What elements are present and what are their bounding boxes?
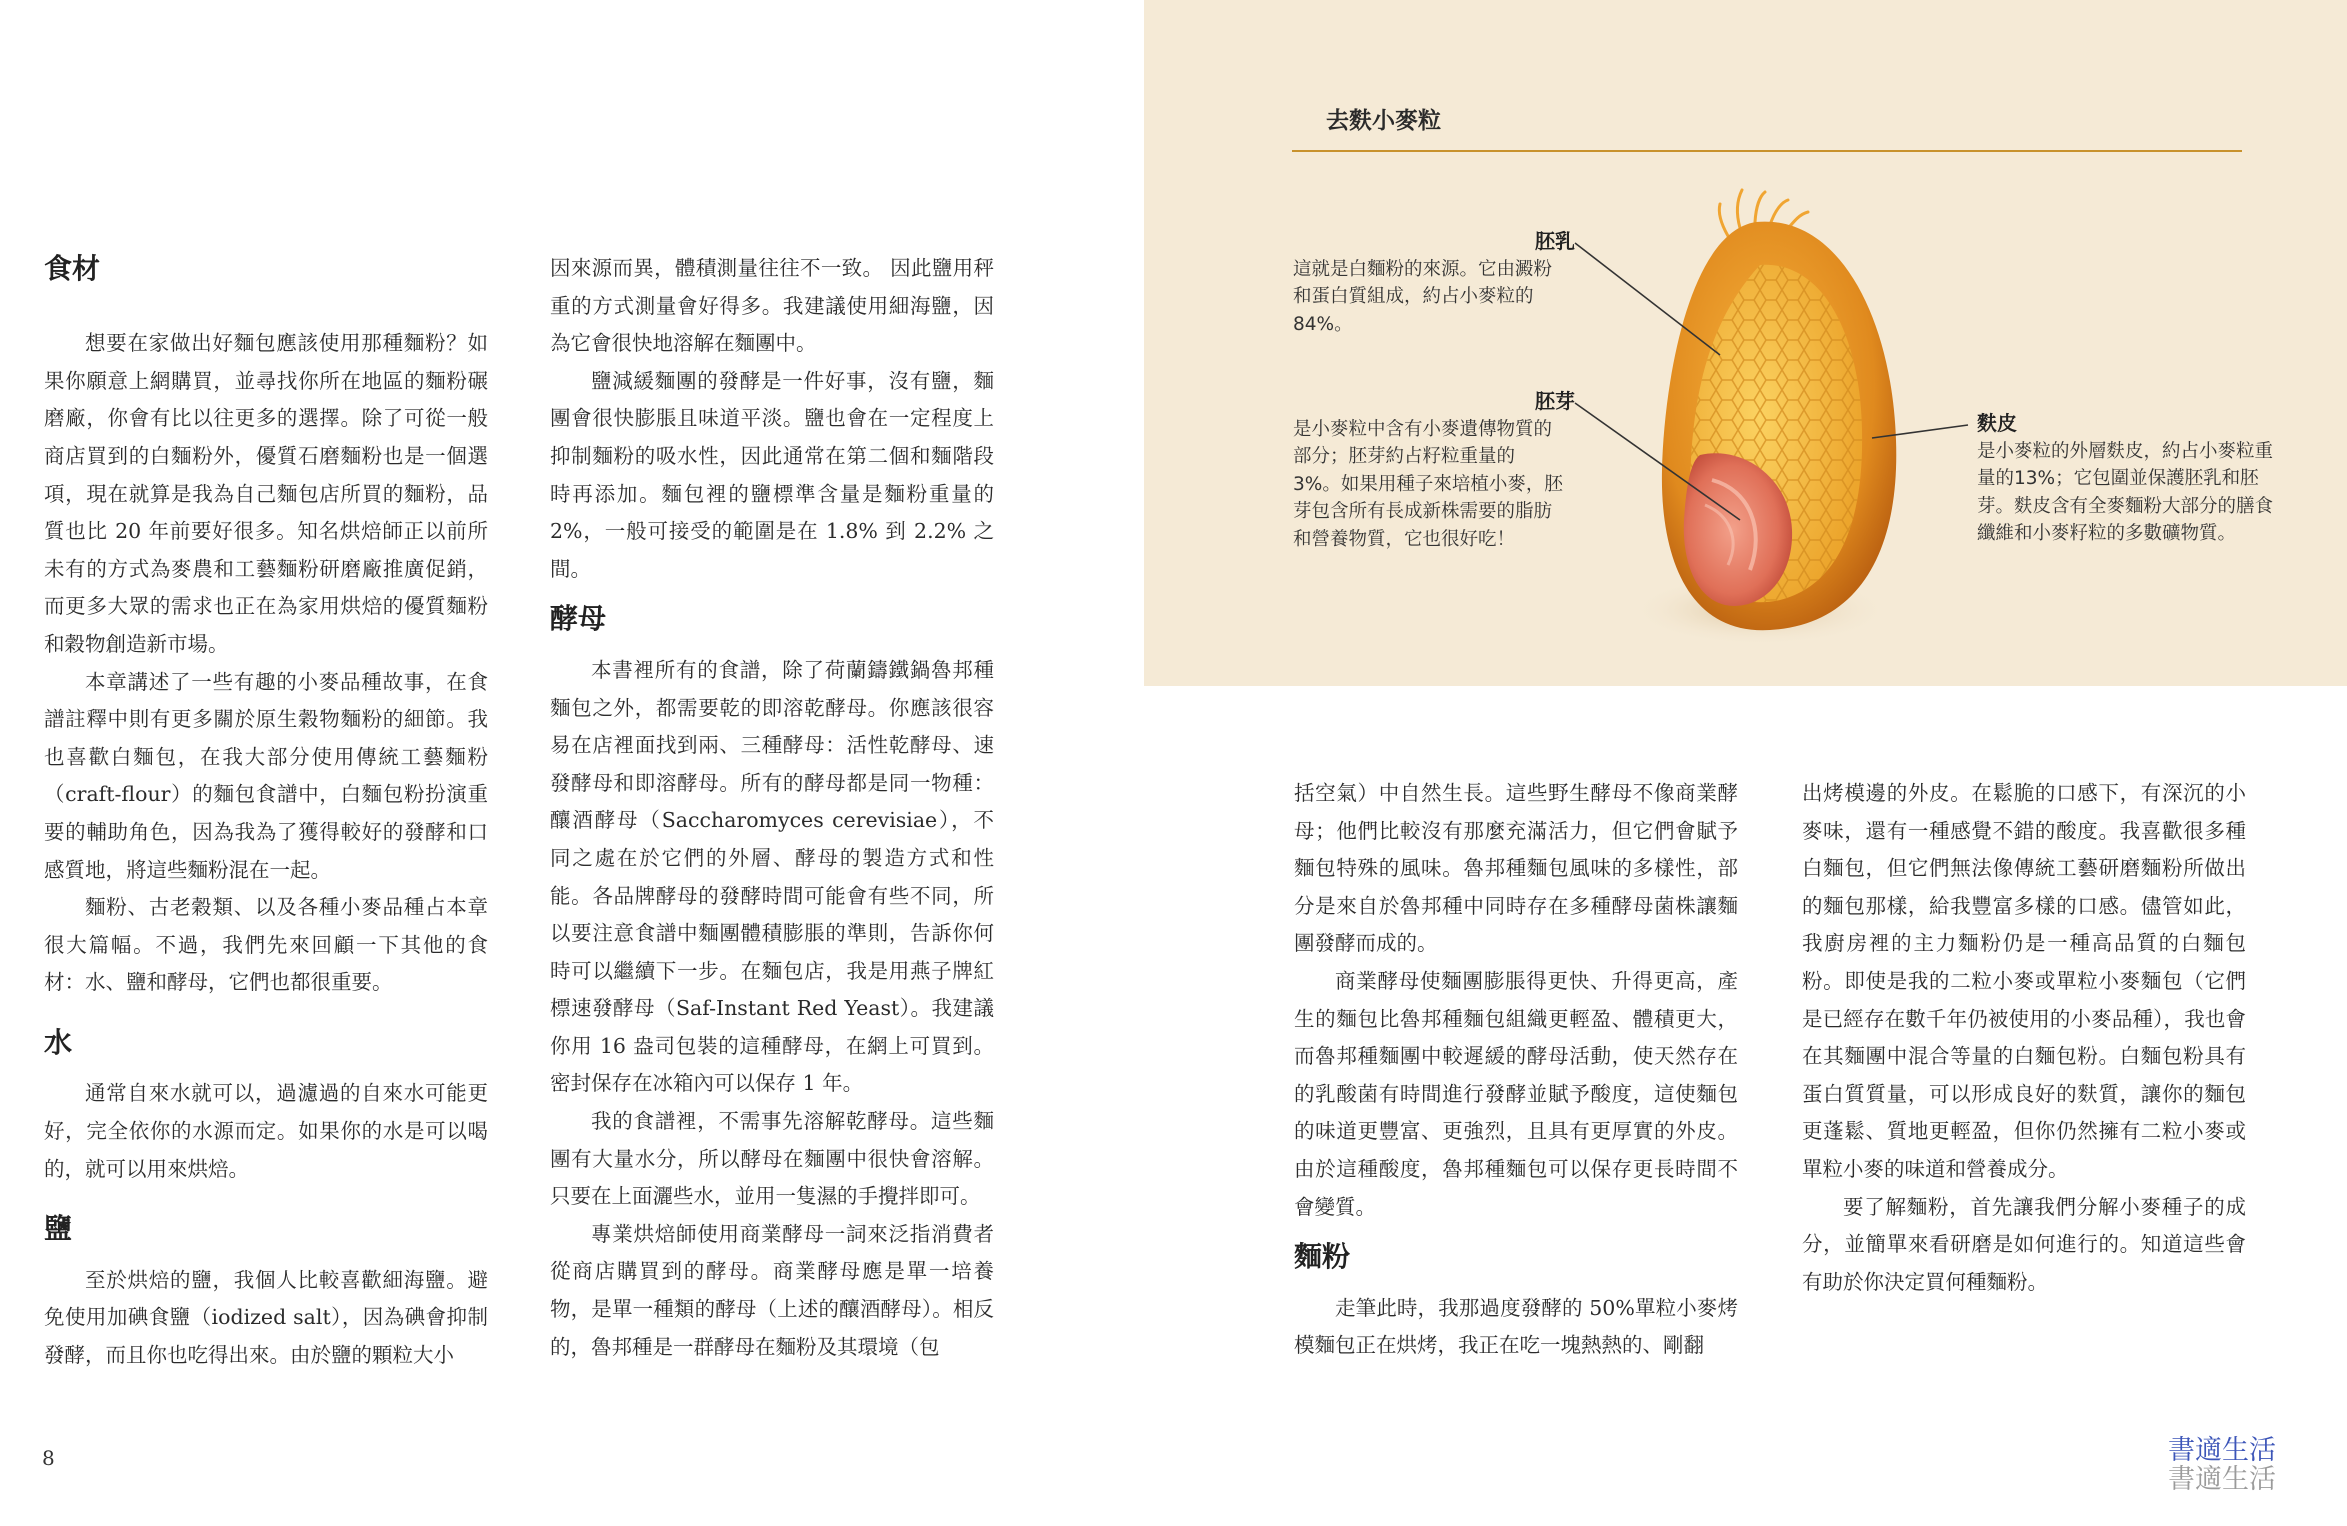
- heading-ingredients: 食材: [44, 252, 101, 285]
- callout-germ: [1293, 388, 1575, 553]
- diagram-title: 去麩小麥粒: [1326, 108, 1441, 134]
- heading-flour: 麵粉: [1294, 1240, 1351, 1274]
- heading-yeast: 酵母: [550, 602, 607, 636]
- watermark: [2168, 1436, 2276, 1494]
- paragraph: 至於烘焙的鹽，我個人比較喜歡細海鹽。避免使用加碘食鹽（iodized salt），因為碘會抑制發酵，而且你也吃得出來。由於鹽的顆粒大小: [44, 1267, 488, 1368]
- paragraph: 我的食譜裡，不需事先溶解乾酵母。這些麵團有大量水分，所以酵母在麵團中很快會溶解。只要在上面灑些水，並用一隻濕的手攪拌即可。: [550, 1109, 994, 1209]
- callout-endosperm-text: 這就是白麵粉的來源。它由澱粉和蛋白質組成，約占小麥粒的 84%。: [1293, 258, 1553, 335]
- callout-bran-title: 麩皮: [1977, 411, 2017, 435]
- paragraph: 走筆此時，我那過度發酵的 50%單粒小麥烤模麵包正在烘烤，我正在吃一塊熱熱的、剛翻: [1294, 1295, 1738, 1358]
- callout-endosperm: [1293, 228, 1575, 338]
- paragraph: 出烤模邊的外皮。在鬆脆的口感下，有深沉的小麥味，還有一種感覺不錯的酸度。我喜歡很多種白麵包，但它們無法像傳統工藝研磨麵粉所做出的麵包那樣，給我豐富多樣的口感。儘管如此，我廚房裡的主力麵粉仍是一種高品質的白麵包粉。即使是我的二粒小麥或單粒小麥麵包（它們是已經存在數千年仍被使用的小麥品種），我也會在其麵團中混合等量的白麵包粉。白麵包粉具有蛋白質質量，可以形成良好的麩質，讓你的麵包更蓬鬆、質地更輕盈，但你仍然擁有二粒小麥或單粒小麥的味道和營養成分。: [1802, 781, 2246, 1181]
- text-column-3: [1294, 775, 1738, 1365]
- paragraph: 通常自來水就可以，過濾過的自來水可能更好，完全依你的水源而定。如果你的水是可以喝的，就可以用來烘焙。: [44, 1081, 488, 1181]
- page-number: 8: [42, 1446, 55, 1470]
- callout-endosperm-title: 胚乳: [1535, 229, 1575, 253]
- callout-bran: [1977, 410, 2277, 548]
- paragraph: 專業烘焙師使用商業酵母一詞來泛指消費者從商店購買到的酵母。商業酵母應是單一培養物，是單一種類的酵母（上述的釀酒酵母）。相反的，魯邦種是一群酵母在麵粉及其環境（包: [550, 1221, 994, 1359]
- paragraph: 本章講述了一些有趣的小麥品種故事，在食譜註釋中則有更多關於原生穀物麵粉的細節。我也喜歡白麵包，在我大部分使用傳統工藝麵粉（craft-flour）的麵包食譜中，白麵包粉扮演重要的輔助角色，因為我為了獲得較好的發酵和口感質地，將這些麵粉混在一起。: [44, 669, 488, 882]
- watermark-line: 書適生活: [2168, 1435, 2276, 1466]
- paragraph: 麵粉、古老穀類、以及各種小麥品種占本章很大篇幅。不過，我們先來回顧一下其他的食材：水、鹽和酵母，它們也都很重要。: [44, 895, 488, 995]
- paragraph: 想要在家做出好麵包應該使用那種麵粉？如果你願意上網購買，並尋找你所在地區的麵粉碾磨廠，你會有比以往更多的選擇。除了可從一般商店買到的白麵粉外，優質石磨麵粉也是一個選項，現在就算是我為自己麵包店所買的麵粉，品質也比 20 年前要好很多。知名烘焙師正以前所未有的方式為麥農和工藝麵粉研磨廠推廣促銷，而更多大眾的需求也正在為家用烘焙的優質麵粉和穀物創造新市場。: [44, 331, 488, 656]
- paragraph: 商業酵母使麵團膨脹得更快、升得更高，產生的麵包比魯邦種麵包組織更輕盈、體積更大，而魯邦種麵團中較遲緩的酵母活動，使天然存在的乳酸菌有時間進行發酵並賦予酸度，這使麵包的味道更豐富、更強烈，且具有更厚實的外皮。由於這種酸度，魯邦種麵包可以保存更長時間不會變質。: [1294, 968, 1738, 1219]
- paragraph: 鹽減緩麵團的發酵是一件好事，沒有鹽，麵團會很快膨脹且味道平淡。鹽也會在一定程度上抑制麵粉的吸水性，因此通常在第二個和麵階段時再添加。麵包裡的鹽標準含量是麵粉重量的 2%，一般可接受的範圍是在 1.8% 到 2.2% 之間。: [550, 368, 994, 581]
- paragraph: 因來源而異，體積測量往往不一致。 因此鹽用秤重的方式測量會好得多。我建議使用細海鹽，因為它會很快地溶解在麵團中。: [550, 256, 994, 356]
- text-column-4: [1802, 775, 2246, 1301]
- paragraph: 要了解麵粉，首先讓我們分解小麥種子的成分，並簡單來看研磨是如何進行的。知道這些會有助於你決定買何種麵粉。: [1802, 1194, 2246, 1294]
- heading-salt: 鹽: [44, 1212, 73, 1246]
- wheat-kernel-illustration: [0, 0, 2347, 700]
- paragraph: 本書裡所有的食譜，除了荷蘭鑄鐵鍋魯邦種麵包之外，都需要乾的即溶乾酵母。你應該很容易在店裡面找到兩、三種酵母：活性乾酵母、速發酵母和即溶酵母。所有的酵母都是同一物種：釀酒酵母（Saccharomyces cerevisiae），不同之處在於它們的外層、酵母的製造方式和性能。各品牌酵母的發酵時間可能會有些不同，所以要注意食譜中麵團體積膨脹的準則，告訴你何時可以繼續下一步。在麵包店，我是用燕子牌紅標速發酵母（Saf-Instant Red Yeast）。我建議你用 16 盎司包裝的這種酵母，在網上可買到。密封保存在冰箱內可以保存 1 年。: [550, 657, 994, 1096]
- callout-germ-title: 胚芽: [1535, 389, 1575, 413]
- callout-bran-text: 是小麥粒的外層麩皮，約占小麥粒重量的13%；它包圍並保護胚乳和胚芽。麩皮含有全麥麵粉大部分的膳食纖維和小麥籽粒的多數礦物質。: [1977, 440, 2274, 544]
- paragraph: 括空氣）中自然生長。這些野生酵母不像商業酵母；他們比較沒有那麼充滿活力，但它們會賦予麵包特殊的風味。魯邦種麵包風味的多樣性，部分是來自於魯邦種中同時存在多種酵母菌株讓麵團發酵而成的。: [1294, 781, 1738, 956]
- heading-water: 水: [44, 1025, 73, 1059]
- watermark-line: 書適生活: [2168, 1464, 2276, 1495]
- callout-germ-text: 是小麥粒中含有小麥遺傳物質的部分；胚芽約占籽粒重量的 3%。如果用種子來培植小麥，胚芽包含所有長成新株需要的脂肪和營養物質，它也很好吃！: [1293, 418, 1563, 550]
